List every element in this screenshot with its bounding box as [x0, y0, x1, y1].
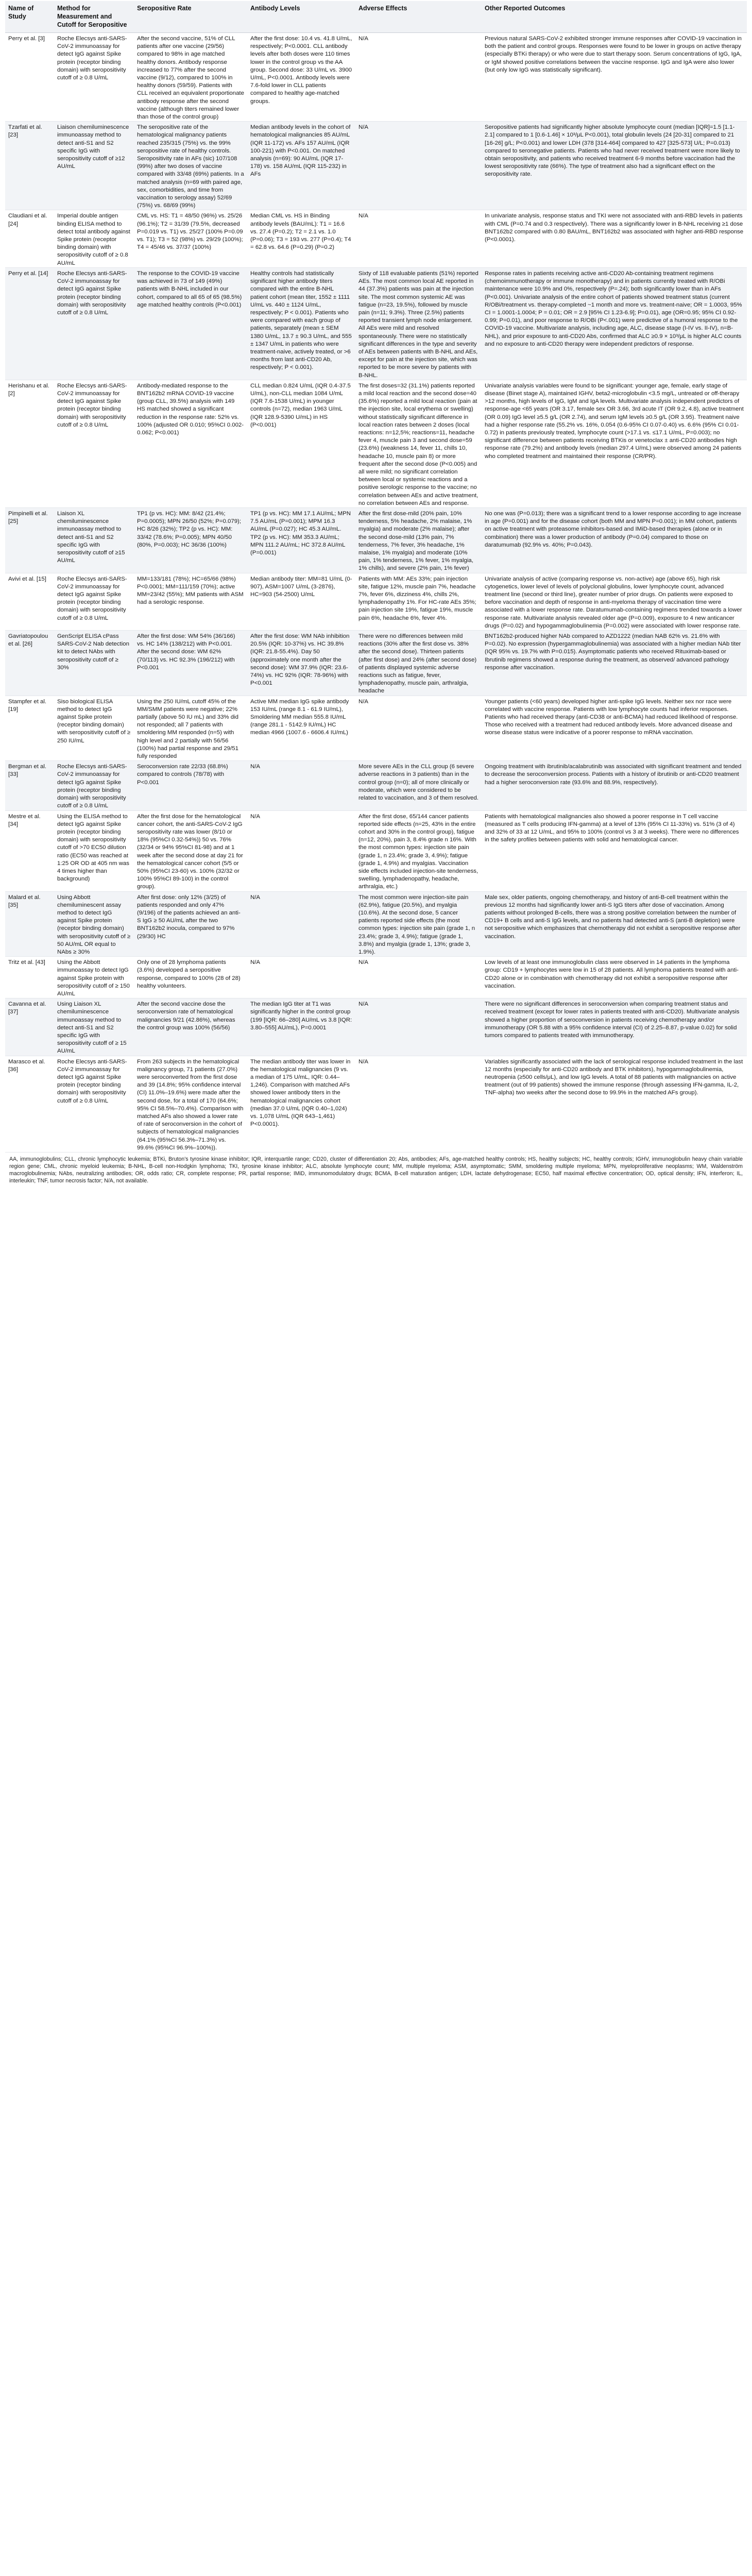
cell-seropositive-rate: The response to the COVID-19 vaccine was achieved in 73 of 149 (49%) patients with B-NHL included in our cohort, compared to all 65 of 65 (98.5%) age matched healthy controls (P<0.001): [134, 267, 247, 380]
cell-seropositive-rate: CML vs. HS: T1 = 48/50 (96%) vs. 25/26 (96.1%); T2 = 31/39 (79.5%, decreased P=0.019 vs. T1) vs. 25/27 (100% P=0.09 vs. T1); T3 = 52 (98%) vs. 29/29 (100%); T4 = 45/46 vs. 37/37 (100%): [134, 210, 247, 267]
table-footnote: AA, immunoglobulins; CLL, chronic lymphocytic leukemia; BTKi, Bruton's tyrosine kinase inhibitor; IQR, interquartile range; CD20, cluster of differentiation 20; Abs, antibodies; AFs, age-matched healthy controls; HS, healthy subjects; HC, healthy controls; IGHV, immunoglobulin heavy chain variable region gene; CML, chronic myeloid leukemia; B-NHL, B-cell non-Hodgkin lymphoma; TKI, tyrosine kinase inhibitor; ALC, absolute lymphocyte count; MM, multiple myeloma; ASM, asymptomatic; SMM, smoldering multiple myeloma; MPN, myeloproliferative neoplasms; WM, Waldenström macroglobulinemia; NAbs, neutralizing antibodies; OR, odds ratio; CR, complete response; PR, partial response; IMiD, immunomodulatory drugs; BCMA, B-cell maturation antigen; LDH, lactate dehydrogenase; EC50, half maximal effective concentration; OD, optical density; IFN, interferon; IL, interleukin; TNF, tumor necrosis factor; N/A, not available.: [9, 1156, 743, 1184]
table-row: [5, 998, 747, 1056]
cell-study: Stampfer et al. [19]: [5, 696, 54, 761]
cell-method: Roche Elecsys anti-SARS-CoV-2 immunoassay for detect IgG against Spike protein (receptor binding domain) with seropositivity cutoff of ≥ 0.8 U/mL: [54, 267, 134, 380]
cell-adverse-effects: After the first dose-mild (20% pain, 10% tenderness, 5% headache, 2% malaise, 1% myalgia) and moderate (2% malaise); after the second dose-mild (13% pain, 7% tenderness, 7% fever, 3% headache, 1% malaise, 1% myalgia) and moderate (10% pain, 1% tenderness, 1% fever, 1% myalgia, 1% chills), and severe (2% pain, 1% fever): [355, 507, 482, 573]
cell-antibody-levels: The median IgG titer at T1 was significantly higher in the control group (199 [IQR: 66–280] AU/mL vs 3.8 [IQR: 3.80–555] AU/mL), P=0.0001: [247, 998, 355, 1056]
table-row: [5, 631, 747, 696]
cell-antibody-levels: TP1 (p vs. HC): MM 17.1 AU/mL; MPN 7.5 AU/mL (P=0.001); MPM 16.3 AU/mL (P=0.027); HC 45.3 AU/mL. TP2 (p vs. HC): MM 353.3 AU/mL; MPN 111.2 AU/mL; HC 372.8 AU/mL (P=0.001): [247, 507, 355, 573]
table-row: [5, 122, 747, 210]
cell-seropositive-rate: From 263 subjects in the hematological malignancy group, 71 patients (27.0%) were seroconverted from the first dose and 39 (14.8%; 95% confidence interval (CI) 11.0%–19.6%) were made after the second dose, for a total of 170 (64.6%; 95% CI 58.5%–70.4%). Comparison with matched AFs also showed a lower rate of rate of seroconversion in the cohort of subjects of hematological malignancies (64.1% (95%CI 56.3%–71.3%) vs. 99.6% (95%CI 96.9%–100%)).: [134, 1056, 247, 1152]
cell-study: Marasco et al. [36]: [5, 1056, 54, 1152]
table-row: [5, 1056, 747, 1152]
cell-adverse-effects: The first doses=32 (31.1%) patients reported a mild local reaction and the second dose=40 (35.6%) reported a mild local reaction (pain at the injection site, local erythema or swelling) without statistically significant difference in local reaction rates between 2 doses (local reactions: n=12,5%; reactions=11, headache fever 4, muscle pain 3 and second dose=59 (23.6%) (weakness 14, fever 11, chills 10, headache 10, muscle pain 8) or more frequent after the second dose (P<0.005) and all were mild; no significant correlation between local or systemic reactions and a positive serologic response to the vaccine; no correlation between AEs and active treatment, no correlation between AEs and response.: [355, 380, 482, 507]
cell-other-outcomes: Univariate analysis variables were found to be significant: younger age, female, early stage of disease (Binet stage A), maintained IGHV, beta2-microglobulin <3.5 mg/L, untreated or off-therapy >12 months, high levels of IgG, IgM and IgA levels. Multivariate analysis independent predictors of response-age <65 years (OR 3.17, female sex OR 3.66, 3rd acute IT (OR 9.2, 4.8), active treatment (OR 0.09) IgG level ≥5.5 g/L (OR 2.74), and serum IgM levels ≥0.5 g/L (OR 3.95). Treatment naive had a higher response rate (55.2% vs. 16%, 0.054 (0.6-95% CI 0.07-0.40) vs. 6.6% (95% CI 0.01-0.72) in patients previously treated, lymphocyte count (>17.1 vs. ≤17.1 U/mL, P=0.003); no significant difference between patients receiving BTKis or venetoclax ± anti-CD20 antibodies high response rate (79.2%) and antibody levels (median 297.4 U/mL) were observed among 24 patients who completed treatment and maintained their response (CR/PR).: [482, 380, 747, 507]
cell-method: Roche Elecsys anti-SARS-CoV-2 immunoassay for detect IgG against Spike protein (receptor binding domain) with seropositivity cutoff of ≥ 0.8 U/mL: [54, 1056, 134, 1152]
cell-seropositive-rate: The seropositive rate of the hematological malignancy patients reached 235/315 (75%) vs. the 99% seropositive rate of healthy controls. Seropositivity rate in AFs (sic) 107/108 (99%) after two doses of vaccine compared with 33/48 (69%) patients. In a matched analysis (n=69 with paired age, sex, comorbidities, and time from vaccination to serology assay) 52/69 (75%) vs. 68/69 (99%): [134, 122, 247, 210]
header-adverse-effects: Adverse Effects: [355, 1, 482, 33]
cell-adverse-effects: More severe AEs in the CLL group (6 severe adverse reactions in 3 patients) than in the control group (n=0); all of more clinically or moderate, which were considered to be related to vaccination, and 3 of them resolved.: [355, 761, 482, 810]
cell-antibody-levels: CLL median 0.824 U/mL (IQR 0.4-37.5 U/mL), non-CLL median 1084 U/mL (IQR 7.6-1538 U/mL) in younger controls (n=72), median 1963 U/mL (IQR 128.9-5390 U/mL) in HS (P<0.001): [247, 380, 355, 507]
cell-seropositive-rate: Only one of 28 lymphoma patients (3.6%) developed a seropositive response, compared to 100% (28 of 28) healthy volunteers.: [134, 957, 247, 998]
cell-other-outcomes: Previous natural SARS-CoV-2 exhibited stronger immune responses after COVID-19 vaccination in both the patient and control groups. Responses were found to be lower in groups on active therapy (especially BTKi therapy) or who were due to start therapy soon. Serum concentrations of IgG, IgA, or IgM showed positive correlations between the vaccine response. IgG and IgA were also lower (but only low IgG was statistically significant).: [482, 33, 747, 122]
cell-study: Pimpinelli et al. [25]: [5, 507, 54, 573]
cell-adverse-effects: Sixty of 118 evaluable patients (51%) reported AEs. The most common local AE reported in 44 (37.3%) patients was pain at the injection site. The most common systemic AE was fatigue (n=23, 19.5%), followed by muscle pain (n=11; 9.3%). Three (2.5%) patients reported transient lymph node enlargement. All AEs were mild and resolved spontaneously. There were no statistically significant differences in the type and severity of AEs between patients with B-NHL and AEs, except for pain at the injection site, which was reported to be more severe by patients with B-NHL.: [355, 267, 482, 380]
cell-seropositive-rate: After the first dose: WM 54% (36/166) vs. HC 14% (138/212) with P<0.001. After the second dose: WM 62% (70/113) vs. HC 92.3% (196/212) with P<0.001: [134, 631, 247, 696]
cell-other-outcomes: There were no significant differences in seroconversion when comparing treatment status and received treatment (except for lower rates in patients treated with anti-CD20). Multivariate analysis showed a higher proportion of seroconversion in patients receiving chemotherapy and/or immunotherapy (OR 5.88 with a 95% confidence interval (CI) of 2.25–8.87, p-value 0.02) for solid tumors compared to patients treated with immunotherapy.: [482, 998, 747, 1056]
cell-seropositive-rate: TP1 (p vs. HC): MM: 8/42 (21.4%; P=0.0005); MPN 26/50 (52%; P=0.079); HC 8/26 (32%); TP2 (p vs. HC): MM: 33/42 (78.6%; P=0.005); MPN 40/50 (80%, P=0.003); HC 36/36 (100%): [134, 507, 247, 573]
cell-adverse-effects: N/A: [355, 210, 482, 267]
cell-method: Using the Abbott immunoassay to detect IgG against Spike protein with seropositivity cutoff of ≥ 150 AU/mL: [54, 957, 134, 998]
cell-seropositive-rate: After the second vaccine dose the seroconversion rate of hematological malignancies 9/21 (42.86%), whereas the control group was 100% (56/56): [134, 998, 247, 1056]
cell-antibody-levels: N/A: [247, 810, 355, 891]
cell-method: GenScript ELISA cPass SARS-CoV-2 Nab detection kit to detect NAbs with seropositivity cutoff of ≥ 30%: [54, 631, 134, 696]
cell-antibody-levels: N/A: [247, 957, 355, 998]
cell-study: Bergman et al. [33]: [5, 761, 54, 810]
cell-other-outcomes: Patients with hematological malignancies also showed a poorer response in T cell vaccine (measured as T cells producing IFN-gamma) at a level of 13% (95% CI 11-33%) vs. 51% (3 of 4) and 32% of 33 at 12 U/mL, and 95% to 100% (control vs 3 at 3 weeks). There were no differences in the safety profiles between patients with solid and hematological cancer.: [482, 810, 747, 891]
cell-study: Perry et al. [3]: [5, 33, 54, 122]
cell-adverse-effects: N/A: [355, 33, 482, 122]
table-body: [5, 33, 747, 1153]
cell-method: Roche Elecsys anti-SARS-CoV-2 immunoassay for detect IgG against Spike protein (receptor binding domain) with seropositivity cutoff of ≥ 0.8 U/mL: [54, 380, 134, 507]
cell-antibody-levels: After the first dose: 10.4 vs. 41.8 U/mL, respectively; P<0.0001. CLL antibody levels after both doses were 110 times lower in the control group vs the AA group. Second dose: 33 U/mL vs. 3900 U/mL, P<0.0001. Antibody levels were 7.6-fold lower in CLL patients compared to healthy age-matched groups.: [247, 33, 355, 122]
cell-antibody-levels: After the first dose: WM NAb inhibition 20.5% (IQR: 10-37%) vs. HC 39.8% (IQR: 21.8-55.4%). Day 50 (approximately one month after the second dose): WM 37.9% (IQR: 23.6-74%) vs. HC 92% (IQR: 78-96%) with P<0.001: [247, 631, 355, 696]
header-seropositive-rate: Seropositive Rate: [134, 1, 247, 33]
cell-study: Cavanna et al. [37]: [5, 998, 54, 1056]
cell-antibody-levels: The median antibody titer was lower in the hematological malignancies (9 vs. a median of 175 U/mL, IQR: 0.44–1,246). Comparison with matched AFs showed lower antibody titers in the hematological malignancies cohort (median 37.0 U/mL (IQR 0.40–1,024) vs. 1,078 U/mL (IQR 643–1,461) P<0.0001).: [247, 1056, 355, 1152]
cell-antibody-levels: Median antibody titer: MM=81 U/mL (0-907), ASM=1007 U/mL (3-2876), HC=903 (54-2500) U/mL: [247, 573, 355, 630]
cell-method: Liaison chemiluminescence immunoassay method to detect anti-S1 and S2 specific IgG with seropositivity cutoff of ≥12 AU/mL: [54, 122, 134, 210]
cell-study: Avivi et al. [15]: [5, 573, 54, 630]
cell-seropositive-rate: Seroconversion rate 22/33 (68.8%) compared to controls (78/78) with P<0.001: [134, 761, 247, 810]
table-row: [5, 761, 747, 810]
table-row: [5, 267, 747, 380]
cell-study: Mestre et al. [34]: [5, 810, 54, 891]
cell-method: Imperial double antigen binding ELISA method to detect total antibody against Spike protein (receptor binding domain) with seropositivity cutoff of ≥ 0.8 AU/mL: [54, 210, 134, 267]
cell-adverse-effects: N/A: [355, 696, 482, 761]
cell-method: Using the ELISA method to detect IgG against Spike protein (receptor binding domain) with seropositivity cutoff of >70 EC50 dilution ratio (EC50 was reached at 1:25 OR OD at 405 nm was 4 times higher than background): [54, 810, 134, 891]
cell-study: Claudiani et al. [24]: [5, 210, 54, 267]
cell-study: Perry et al. [14]: [5, 267, 54, 380]
table-row: [5, 957, 747, 998]
cell-seropositive-rate: After the second vaccine, 51% of CLL patients after one vaccine (29/56) compared to 98% in age matched healthy donors. Antibody response increased to 77% after the second vaccine (9/12), compared to 100% in healthy donors (59/59). Patients with CLL received an equivalent proportionate antibody response after the second vaccine (although titers remained lower than those of the control group): [134, 33, 247, 122]
cell-other-outcomes: Low levels of at least one immunoglobulin class were observed in 14 patients in the lymphoma group: CD19 + lymphocytes were low in 15 of 28 patients. All lymphoma patients treated with anti-CD20 alone or in combination with chemotherapy did not exhibit a seropositive response after vaccination.: [482, 957, 747, 998]
cell-other-outcomes: Response rates in patients receiving active anti-CD20 Ab-containing treatment regimens (chemoimmunotherapy or immune monotherapy) and in patients currently treated with R/OBi maintenance were 10.9% and 0%, respectively (P=.24); both significantly lower than in AFs (P<0.001). Univariate analysis of the entire cohort of patients showed treatment status (current R/OBi/treatment vs. therapy-completed ~1 month and more vs. treatment-naive; OR = 1.0003, 95% CI = 1.0001-1.0004; P = 0.01; OR = 2.9 [95% CI 1.23-6.9]; P=0.01), age (OR=0.95; 95% CI 0.92-0.99; P=0.01), and poor response to R/OBi (P<.001) were predictive of a humoral response to the COVID-19 vaccine. Multivariate analysis, including age, ALC, disease stage (I-IV vs. II-IV), n=B-NHL), and prior exposure to anti-CD20 Abs, confirmed that ALC ≥0.9 × 10³/μL is higher ALC counts and no exposure to anti-CD20 therapy were independent predictors of response.: [482, 267, 747, 380]
cell-antibody-levels: Median CML vs. HS in Binding antibody levels (BAU/mL): T1 = 16.6 vs. 27.4 (P=0.2); T2 = 2.1 vs. 1.0 (P=0.06); T3 = 193 vs. 277 (P=0.4); T4 = 62.8 vs. 64.6 (P=0.29) (P=0.2): [247, 210, 355, 267]
cell-method: Roche Elecsys anti-SARS-CoV-2 immunoassay for detect IgG against Spike protein (receptor binding domain) with seropositivity cutoff of ≥ 0.8 U/mL: [54, 573, 134, 630]
table-row: [5, 507, 747, 573]
table-row: [5, 891, 747, 957]
cell-method: Liaison XL chemiluminescence immunoassay method to detect anti-S1 and S2 specific IgG with seropositivity cutoff of ≥15 AU/mL: [54, 507, 134, 573]
cell-seropositive-rate: Using the 250 IU/mL cutoff 45% of the MM/SMM patients were negative; 22% partially (above 50 IU mL) and 33% did not responded; all 7 patients with smoldering MM responded (n=5) with high level and 2 partially with 56/56 (100%) had partial response and 29/51 fully responded: [134, 696, 247, 761]
cell-method: Roche Elecsys anti-SARS-CoV-2 immunoassay for detect IgG against Spike protein (receptor binding domain) with seropositivity cutoff of ≥ 0.8 U/mL: [54, 33, 134, 122]
page: [5, 0, 747, 1184]
cell-antibody-levels: N/A: [247, 761, 355, 810]
header-row: [5, 1, 747, 33]
table-row: [5, 696, 747, 761]
cell-seropositive-rate: After first dose: only 12% (3/25) of patients responded and only 47% (9/196) of the patients achieved an anti-S IgG ≥ 50 AU/mL after the two BNT162b2 inocula, compared to 97% (29/30) HC: [134, 891, 247, 957]
cell-antibody-levels: Active MM median IgG spike antibody 153 IU/mL (range 8.1 - 61.9 IU/mL), Smoldering MM median 555.8 IU/mL (range 281.1 - 5142.9 IU/mL) HC median 4966 (1007.6 - 6606.4 IU/mL): [247, 696, 355, 761]
cell-seropositive-rate: After the first dose for the hematological cancer cohort, the anti-SARS-CoV-2 IgG seropositivity rate was lower (8/10 or 18% (95%CI 0.32-54%)) 50 vs. 76% (32/34 or 94% 95%CI 81-98) and at 1 week after the second dose at day 21 for the hematological cancer cohort (5/5 or 50% (95%CI 23-60) vs. 100% (32/32 or 100% 95%CI 89-100) in the control group).: [134, 810, 247, 891]
cell-study: Tritz et al. [43]: [5, 957, 54, 998]
cell-antibody-levels: N/A: [247, 891, 355, 957]
cell-other-outcomes: BNT162b2-produced higher NAb compared to AZD1222 (median NAB 62% vs. 21.6% with P=0.02). No expression (hypergammaglobulinemia) was associated with a higher median NAb titer (IQR 95% vs. 19.7% with P=0.015). Asymptomatic patients who received Rituximab-based or Ibrutinib regimens showed a response during the treatment, as observed/ advanced pathology response after vaccination.: [482, 631, 747, 696]
cell-other-outcomes: Variables significantly associated with the lack of serological response included treatment in the last 12 months (especially for anti-CD20 antibody and BTK inhibitors), hypogammaglobulinemia, neutropenia (≥500 cells/μL), and low IgG levels. A total of 88 patients with malignancies on active treatment (out of 99 patients) showed the immune response (through assessing IFN-gamma, IL-2, TNF-alpha) two weeks after the second dose to 99.9% in the matched AFs group).: [482, 1056, 747, 1152]
cell-other-outcomes: Seropositive patients had significantly higher absolute lymphocyte count (median [IQR]=1.5 [1.1-2.1] compared to 1 [0.6-1.46] × 10³/μL P<0.001), total globulin levels (24 [20-31] compared to 21 [16-26] g/L; P<0.001) and lower LDH (378 [314-464] compared to 427 [325-573] U/L; P=0.013) compared to seronegative patients. Patients who had never received treatment were more likely to obtain seropositivity, and patients who received treatment 6-9 months before vaccination had the lowest seropositivity rate (66%). The type of treatment also had a significant effect on the seropositivity rate.: [482, 122, 747, 210]
evidence-table: [5, 1, 747, 1153]
cell-method: Using Abbott chemiluminescent assay method to detect IgG against Spike protein (receptor binding domain) with seropositivity cutoff of ≥ 50 AU/mL OR equal to NAbs ≥ 30%: [54, 891, 134, 957]
cell-study: Tzarfati et al. [23]: [5, 122, 54, 210]
cell-adverse-effects: N/A: [355, 998, 482, 1056]
header-method: Method for Measurement and Cutoff for Seropositive: [54, 1, 134, 33]
cell-other-outcomes: No one was (P=0.013); there was a significant trend to a lower response according to age increase in age (P=0.001) and for the disease cohort (both MM and MPN P=0.001); in MM cohort, patients on active treatment with proteasome inhibitors-based and IMiD-based therapies (alone or in combination) there was a lower production of antibody (P=0.04) compared to those on daratumumab (92.9% vs. 40%; P=0.043).: [482, 507, 747, 573]
cell-method: Roche Elecsys anti-SARS-CoV-2 immunoassay for detect IgG against Spike protein (receptor binding domain) with seropositivity cutoff of ≥ 0.8 U/mL: [54, 761, 134, 810]
cell-adverse-effects: N/A: [355, 957, 482, 998]
table-row: [5, 380, 747, 507]
cell-other-outcomes: Ongoing treatment with ibrutinib/acalabrutinib was associated with significant treatment and tended to decrease the seroconversion process. Patients with a history of ibrutinib or anti-CD20 treatment had a higher seroconversion rate (93.6% and 88.9%, respectively).: [482, 761, 747, 810]
cell-other-outcomes: Male sex, older patients, ongoing chemotherapy, and history of anti-B-cell treatment within the previous 12 months had significantly lower anti-S IgG titers after dose of vaccination. Among patients without prolonged B-cells, there was a strong positive correlation between the number of CD19+ B cells and anti-S IgG levels, and no patients had detected anti-S (anti-B depletion) were not seropositive which emphasizes that chemotherapy did not exhibit a seropositive response after vaccination.: [482, 891, 747, 957]
cell-study: Gavriatopoulou et al. [26]: [5, 631, 54, 696]
header-study: Name of Study: [5, 1, 54, 33]
cell-adverse-effects: N/A: [355, 1056, 482, 1152]
cell-seropositive-rate: Antibody-mediated response to the BNT162b2 mRNA COVID-19 vaccine (group CLL, 39.5%) analysis with 149 HS matched showed a significant reduction in the response rate: 52% vs. 100% (adjusted OR 0.010; 95%CI 0.002-0.062; P<0.001): [134, 380, 247, 507]
cell-method: Using Liaison XL chemiluminescence immunoassay method to detect anti-S1 and S2 specific IgG with seropositivity cutoff of ≥ 15 AU/mL: [54, 998, 134, 1056]
cell-other-outcomes: In univariate analysis, response status and TKI were not associated with anti-RBD levels in patients with CML (P=0.74 and 0.3 respectively). There was a significantly lower in B-NHL receiving ≥1 dose BNT162b2 compared with 0.80 BAU/mL, BNT162b2 was associated with higher anti-RBD response (P<0.0001).: [482, 210, 747, 267]
header-antibody-levels: Antibody Levels: [247, 1, 355, 33]
cell-adverse-effects: N/A: [355, 122, 482, 210]
cell-adverse-effects: After the first dose, 65/144 cancer patients reported side effects (n=25, 43% in the entire cohort and 30% in the control group), fatigue (n=12, 20%), pain 3, 8.4% grade n 16%. With the most common types: injection site pain (grade 1, n 23.4%; grade 3, 4.9%); fatigue (grade 1, 4.9%) and myalgias. Vaccination side effects included injection-site tenderness, swelling, lymphadenopathy, headache, arthralgia, etc.): [355, 810, 482, 891]
table-row: [5, 210, 747, 267]
cell-antibody-levels: Median antibody levels in the cohort of hematological malignancies 85 AU/mL (IQR 11-172) vs. AFs 157 AU/mL (IQR 100-221) with P<0.001. On matched analysis (n=69): 90 AU/mL (IQR 17-178) vs. 158 AU/mL (IQR 115-232) in AFs: [247, 122, 355, 210]
cell-study: Herishanu et al. [2]: [5, 380, 54, 507]
cell-adverse-effects: Patients with MM: AEs 33%; pain injection site, fatigue 12%, muscle pain 7%, headache 7%, fever 6%, dizziness 4%, chills 2%, lymphadenopathy 1%. For HC-rate AEs 35%; pain injection site 19%, fatigue 19%, muscle pain 6%, headache 6%, fever 4%.: [355, 573, 482, 630]
table-row: [5, 810, 747, 891]
cell-study: Malard et al. [35]: [5, 891, 54, 957]
cell-adverse-effects: The most common were injection-site pain (62.9%), fatigue (20.5%), and myalgia (10.6%). At the second dose, 5 cancer patients reported side effects (the most common types: injection site pain (grade 1, n 23.4%; grade 3, 4.9%); fatigue (grade 1, 3.8%) and myalgia (grade 1, 13%; grade 3, 1.9%).: [355, 891, 482, 957]
cell-adverse-effects: There were no differences between mild reactions (30% after the first dose vs. 38% after the second dose). Thirteen patients (after first dose) and 24% (after second dose) of patients displayed systemic adverse reactions such as fatigue, fever, lymphadenopathy, muscle pain, arthralgia, headache: [355, 631, 482, 696]
table-row: [5, 573, 747, 630]
header-other-outcomes: Other Reported Outcomes: [482, 1, 747, 33]
cell-antibody-levels: Healthy controls had statistically significant higher antibody titers compared with the entire B-NHL patient cohort (mean titer, 1552 ± 1111 U/mL vs. 440 ± 1124 U/mL, respectively; P < 0.001). Patients who were compared with each group of patients, separately (mean ± SEM 1380 U/mL, 13.7 ± 90.3 U/mL, and 555 ± 1347 U/mL in patients who were treatment-naive, actively treated, or >6 months from last anti-CD20 Ab, respectively; P < 0.001).: [247, 267, 355, 380]
cell-other-outcomes: Univariate analysis of active (comparing response vs. non-active) age (above 65), high risk cytogenetics, lower level of levels of polyclonal globulins, lower lymphocyte count, advanced treatment line (second or third line), greater number of prior drugs. On patients were exposed to before vaccination and depth of response in anti-myeloma therapy of vaccination time were associated with a lower response rate. Daratumumab-containing regimens trended towards a lower response rate. Multivariate analysis revealed older age (P=0.009), exposure to 4 new anticancer drugs (P=0.02) and hypogammaglobulinemia (P=0.002) were associated with lower response rate.: [482, 573, 747, 630]
table-header: [5, 1, 747, 33]
cell-other-outcomes: Younger patients (<60 years) developed higher anti-spike IgG levels. Neither sex nor race were correlated with vaccine response. Patients with low lymphocyte counts had inferior responses. Patients who had received therapy (anti-CD38 or anti-BCMA) had reduced likelihood of response. Those who received with a treatment had reduced antibody levels. More advanced disease and worse disease status were indicative of a poorer response to mRNA vaccination.: [482, 696, 747, 761]
cell-seropositive-rate: MM=133/181 (78%); HC=65/66 (98%) P<0.0001; MM=111/159 (70%); active MM=23/42 (55%); MM patients with ASM had a serologic response.: [134, 573, 247, 630]
cell-method: Siso biological ELISA method to detect IgG against Spike protein (receptor binding domain) with seropositivity cutoff of ≥ 250 IU/mL: [54, 696, 134, 761]
table-row: [5, 33, 747, 122]
